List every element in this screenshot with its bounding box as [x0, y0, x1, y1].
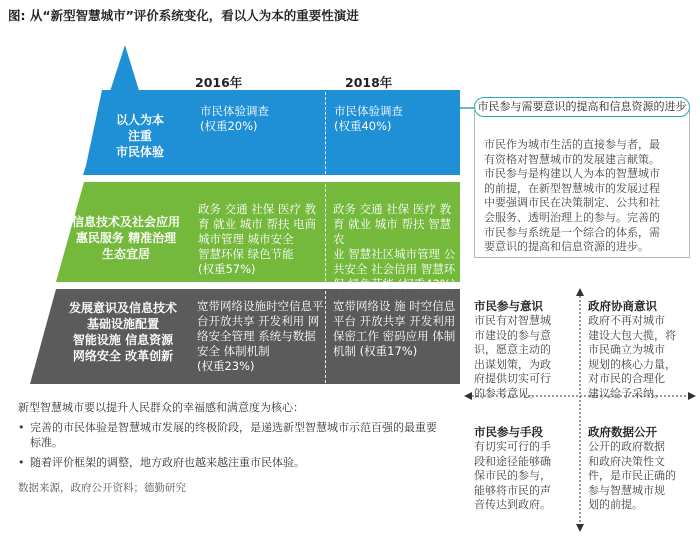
summary-intro: 新型智慧城市要以提升人民群众的幸福感和满意度为核心： — [18, 401, 304, 414]
tier-1-2018-cell: 市民体验调查 (权重40%) — [334, 104, 403, 133]
tier-2-2016-cell: 政务 交通 社保 医疗 教 育 就业 城市 帮扶 电商 城市管理 城市安全 智慧环保 绿色节能 (权重57%) — [198, 202, 317, 276]
horizontal-axis-arrow-left — [464, 392, 472, 400]
column-divider-tier1 — [325, 92, 326, 174]
quadrant-top-right — [588, 298, 696, 402]
callout-header: 市民参与需要意识的提高和信息资源的进步 — [474, 97, 690, 117]
quadrant-top-left — [474, 298, 574, 402]
quadrant-title: 政府协商意识 — [588, 299, 657, 313]
quadrant-body: 政府不再对城市 建设大包大揽，将 市民确立为城市 规划的核心力量， 对市民的合理化 建议给予采纳。 — [588, 314, 676, 400]
tier-1-label: 以人为本 注重 市民体验 — [115, 113, 164, 159]
quadrant-body: 公开的政府数据 和政府决策性文 件，是市民正确的 参与智慧城市规 划的前提。 — [588, 440, 676, 512]
tier-1-2016-cell: 市民体验调查 (权重20%) — [200, 104, 269, 133]
tier-2-label: 信息技术及社会应用 惠民服务 精准治理 生态宜居 — [71, 215, 180, 261]
column-divider-tier2 — [325, 184, 326, 281]
year-2016-label: 2016年 — [195, 75, 243, 90]
quadrant-bottom-right — [588, 424, 696, 513]
quadrant-title: 政府数据公开 — [588, 425, 657, 439]
source-note: 数据来源，政府公开资料；德勤研究 — [18, 482, 186, 494]
quadrant-body: 市民有对智慧城 市建设的参与意 识，愿意主动的 出谋划策，为政 府提供切实可行 的参考意见。 — [474, 314, 551, 400]
tier-3-2016-cell: 宽带网络设施时空信息平 台开放共享 开发利用 网 络安全管理 系统与数据 安全 体制机制 (权重23%) — [197, 299, 324, 373]
year-2018-label: 2018年 — [345, 75, 393, 90]
summary-bullet-1: • 完善的市民体验是智慧城市发展的终极阶段，是递选新型智慧城市示范百强的最重要 标准。 — [18, 421, 437, 449]
quadrant-title: 市民参与手段 — [474, 425, 543, 439]
tier-3-2018-cell: 宽带网络设 施 时空信息 平台 开放共享 开发利用 保密工作 密码应用 体制 机制 (权重17%) — [333, 299, 456, 358]
tier-3-label: 发展意识及信息技术 基础设施配置 智能设施 信息资源 网络安全 改革创新 — [68, 301, 177, 363]
quadrant-body: 有切实可行的手 段和途径能够确 保市民的参与， 能够将市民的声 音传达到政府。 — [474, 440, 551, 512]
quadrant-title: 市民参与意识 — [474, 299, 543, 313]
column-divider-tier3 — [325, 291, 326, 383]
vertical-axis-arrow-down — [576, 524, 584, 532]
callout-body: 市民作为城市生活的直接参与者，最 有资格对智慧城市的发展建言献策。 市民参与是构建以人为本的智慧城市 的前提，在新型智慧城市的发展过程 中要强调市民在决策制定、公共和社 会服务、透明治理上的参与。完善的 市民参与系统是一个综合的体系，需 要意识的提高和信息资源的进步。 — [484, 138, 660, 254]
quadrant-bottom-left — [474, 424, 574, 513]
summary-bullet-2: • 随着评价框架的调整，地方政府也越来越注重市民体验。 — [18, 456, 305, 469]
tier-2-2018-cell: 政务 交通 社保 医疗 教 育 就业 城市 帮扶 智慧农 业 智慧社区城市管理 公 共安全 社会信用 智慧环 保 绿色节能 (权重43%) — [333, 202, 456, 291]
vertical-axis-arrow-up — [576, 288, 584, 296]
figure-title: 图: 从“新型智慧城市”评价系统变化，看以人为本的重要性演进 — [8, 8, 359, 23]
